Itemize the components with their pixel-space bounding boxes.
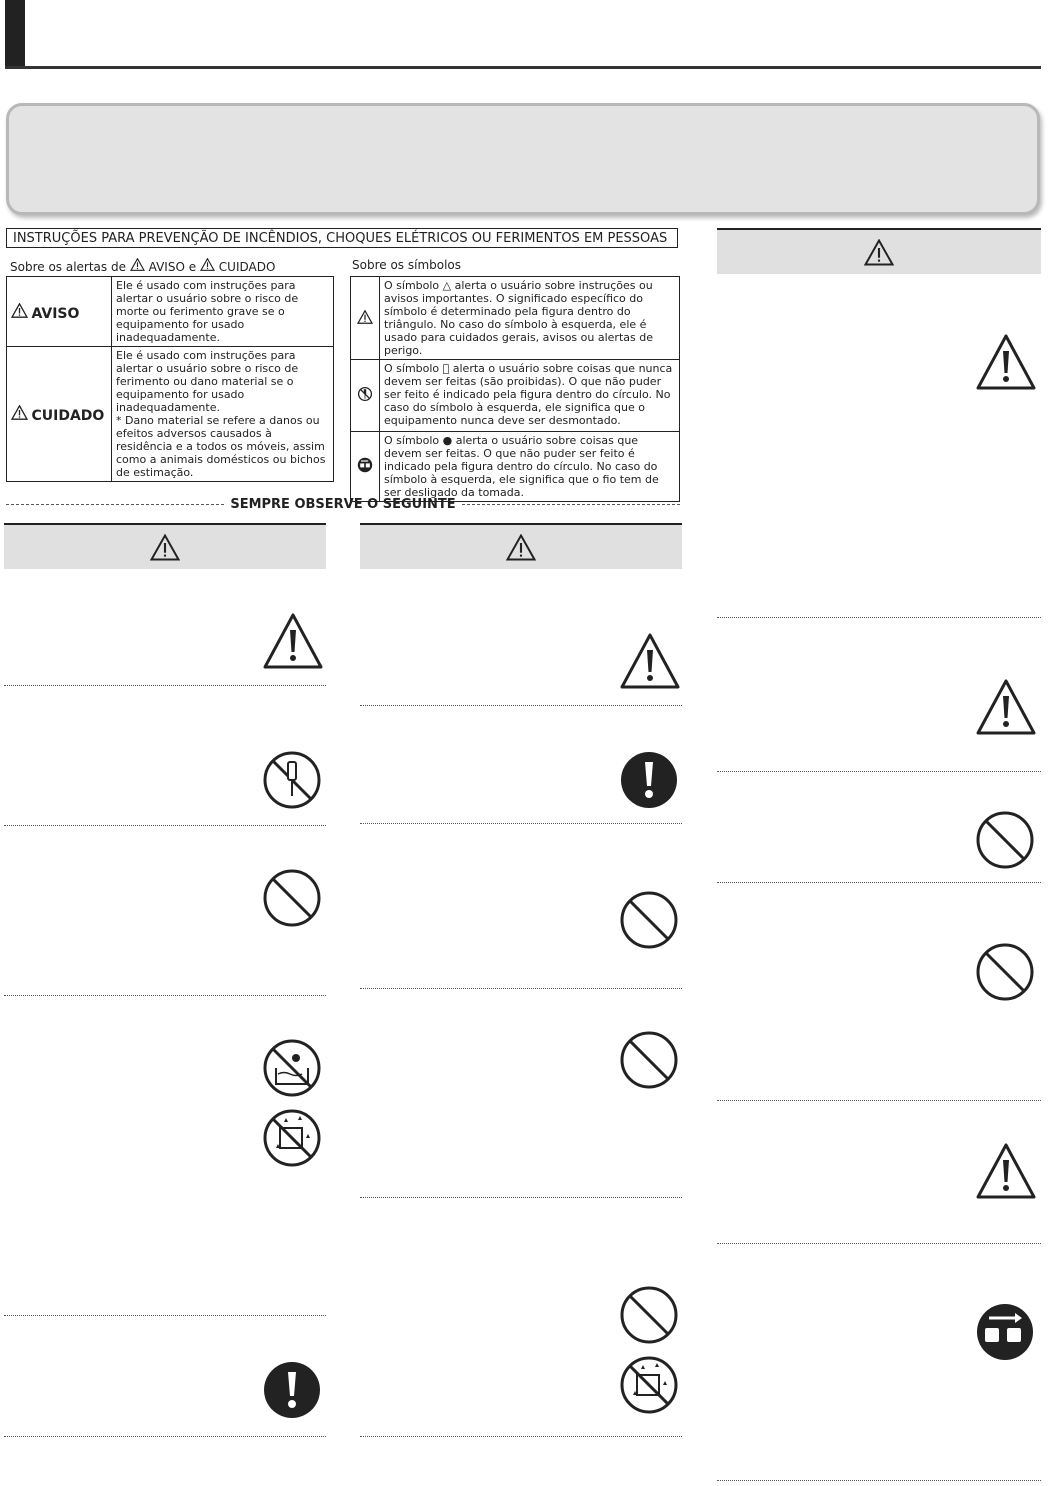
separator — [360, 705, 682, 706]
separator — [4, 995, 326, 996]
separator — [717, 771, 1041, 772]
symbol-triangle-text: O símbolo △ alerta o usuário sobre instruções ou avisos importantes. O significado específico do símbolo é determinado pela figura dentro do triângulo. No caso do símbolo à esquerda, ele é usado para cuidados gerais, avisos ou alertas de perigo. — [380, 277, 680, 360]
cuidado-label: CUIDADO — [31, 408, 105, 424]
no-wet-icon — [619, 1355, 679, 1415]
mandatory-action-icon — [262, 1360, 322, 1420]
cuidado-text: Ele é usado com instruções para alertar o usuário sobre o risco de ferimento ou dano material se o equipamento for usado inadequadamente. — [116, 349, 299, 414]
separator — [717, 1100, 1041, 1101]
separator — [717, 617, 1041, 618]
separator — [4, 1315, 326, 1316]
prohibited-icon — [619, 1030, 679, 1090]
separator — [717, 882, 1041, 883]
warning-triangle-icon — [864, 239, 894, 266]
always-observe-divider — [6, 497, 680, 512]
cuidado-cell — [7, 347, 112, 482]
symbol-icon-cell — [351, 360, 380, 432]
warning-triangle-icon — [975, 678, 1037, 736]
separator — [4, 685, 326, 686]
warning-triangle-icon — [506, 534, 536, 561]
separator — [360, 1436, 682, 1437]
cuidado-description — [112, 347, 334, 482]
warning-triangle-icon — [130, 258, 145, 271]
triangle-warning-icon — [357, 310, 373, 324]
cuidado-note: * Dano material se refere a danos ou efeitos adversos causados à residência e a todos os móveis, assim como a animais domésticos ou bichos de estimação. — [116, 414, 326, 479]
aviso-description: Ele é usado com instruções para alertar o usuário sobre o risco de morte ou ferimento grave se o equipamento for usado inadequadamente. — [112, 277, 334, 347]
alerts-heading: Sobre os alertas de AVISO e CUIDADO — [10, 260, 276, 274]
prohibited-icon — [975, 810, 1035, 870]
aviso-label: AVISO — [31, 305, 80, 322]
symbols-heading: Sobre os símbolos — [352, 258, 462, 272]
symbol-icon-cell — [351, 277, 380, 360]
unplug-icon — [357, 457, 373, 473]
prohibited-disassemble-icon — [357, 386, 373, 402]
warning-triangle-icon — [200, 258, 215, 271]
prohibited-icon — [619, 890, 679, 950]
prohibited-icon — [262, 868, 322, 928]
warning-triangle-icon — [11, 303, 28, 318]
separator — [717, 1243, 1041, 1244]
warning-triangle-icon — [262, 612, 324, 670]
unplug-icon — [975, 1302, 1035, 1362]
warning-header-col1 — [4, 523, 326, 569]
separator — [4, 825, 326, 826]
title-banner — [6, 103, 1040, 215]
no-water-bath-icon — [262, 1038, 322, 1098]
warning-triangle-icon — [11, 405, 28, 420]
header-bar — [5, 0, 25, 68]
prohibited-icon — [975, 942, 1035, 1002]
warning-triangle-icon — [975, 333, 1037, 391]
separator — [360, 823, 682, 824]
symbol-unplug-text: O símbolo ● alerta o usuário sobre coisas que devem ser feitas. O que não puder ser feito é indicado pela figura dentro do círculo. No caso do símbolo à esquerda, ele significa que o fio tem de ser desligado da tomada. — [380, 432, 680, 502]
separator — [360, 1197, 682, 1198]
header-rule — [5, 66, 1041, 69]
always-observe-heading: SEMPRE OBSERVE O SEGUINTE — [230, 497, 456, 512]
separator — [360, 988, 682, 989]
caution-header-col3 — [717, 228, 1041, 274]
no-wet-icon — [262, 1108, 322, 1168]
symbols-table — [350, 276, 680, 502]
alerts-table — [6, 276, 334, 482]
warning-triangle-icon — [975, 1142, 1037, 1200]
prohibited-icon — [619, 1285, 679, 1345]
warning-triangle-icon — [619, 632, 681, 690]
aviso-cell — [7, 277, 112, 347]
mandatory-action-icon — [619, 750, 679, 810]
separator — [717, 1480, 1041, 1481]
instructions-title: INSTRUÇÕES PARA PREVENÇÃO DE INCÊNDIOS, CHOQUES ELÉTRICOS OU FERIMENTOS EM PESSOAS — [6, 228, 678, 248]
no-disassemble-icon — [262, 750, 322, 810]
warning-triangle-icon — [150, 534, 180, 561]
symbol-icon-cell — [351, 432, 380, 502]
warning-header-col2 — [360, 523, 682, 569]
separator — [4, 1436, 326, 1437]
symbol-prohibited-text: O símbolo ⃠ alerta o usuário sobre coisas que nunca devem ser feitas (são proibidas). O que não puder ser feito é indicado pela figura dentro do círculo. No caso do símbolo à esquerda, ele significa que o equipamento nunca deve ser desmontado. — [380, 360, 680, 432]
